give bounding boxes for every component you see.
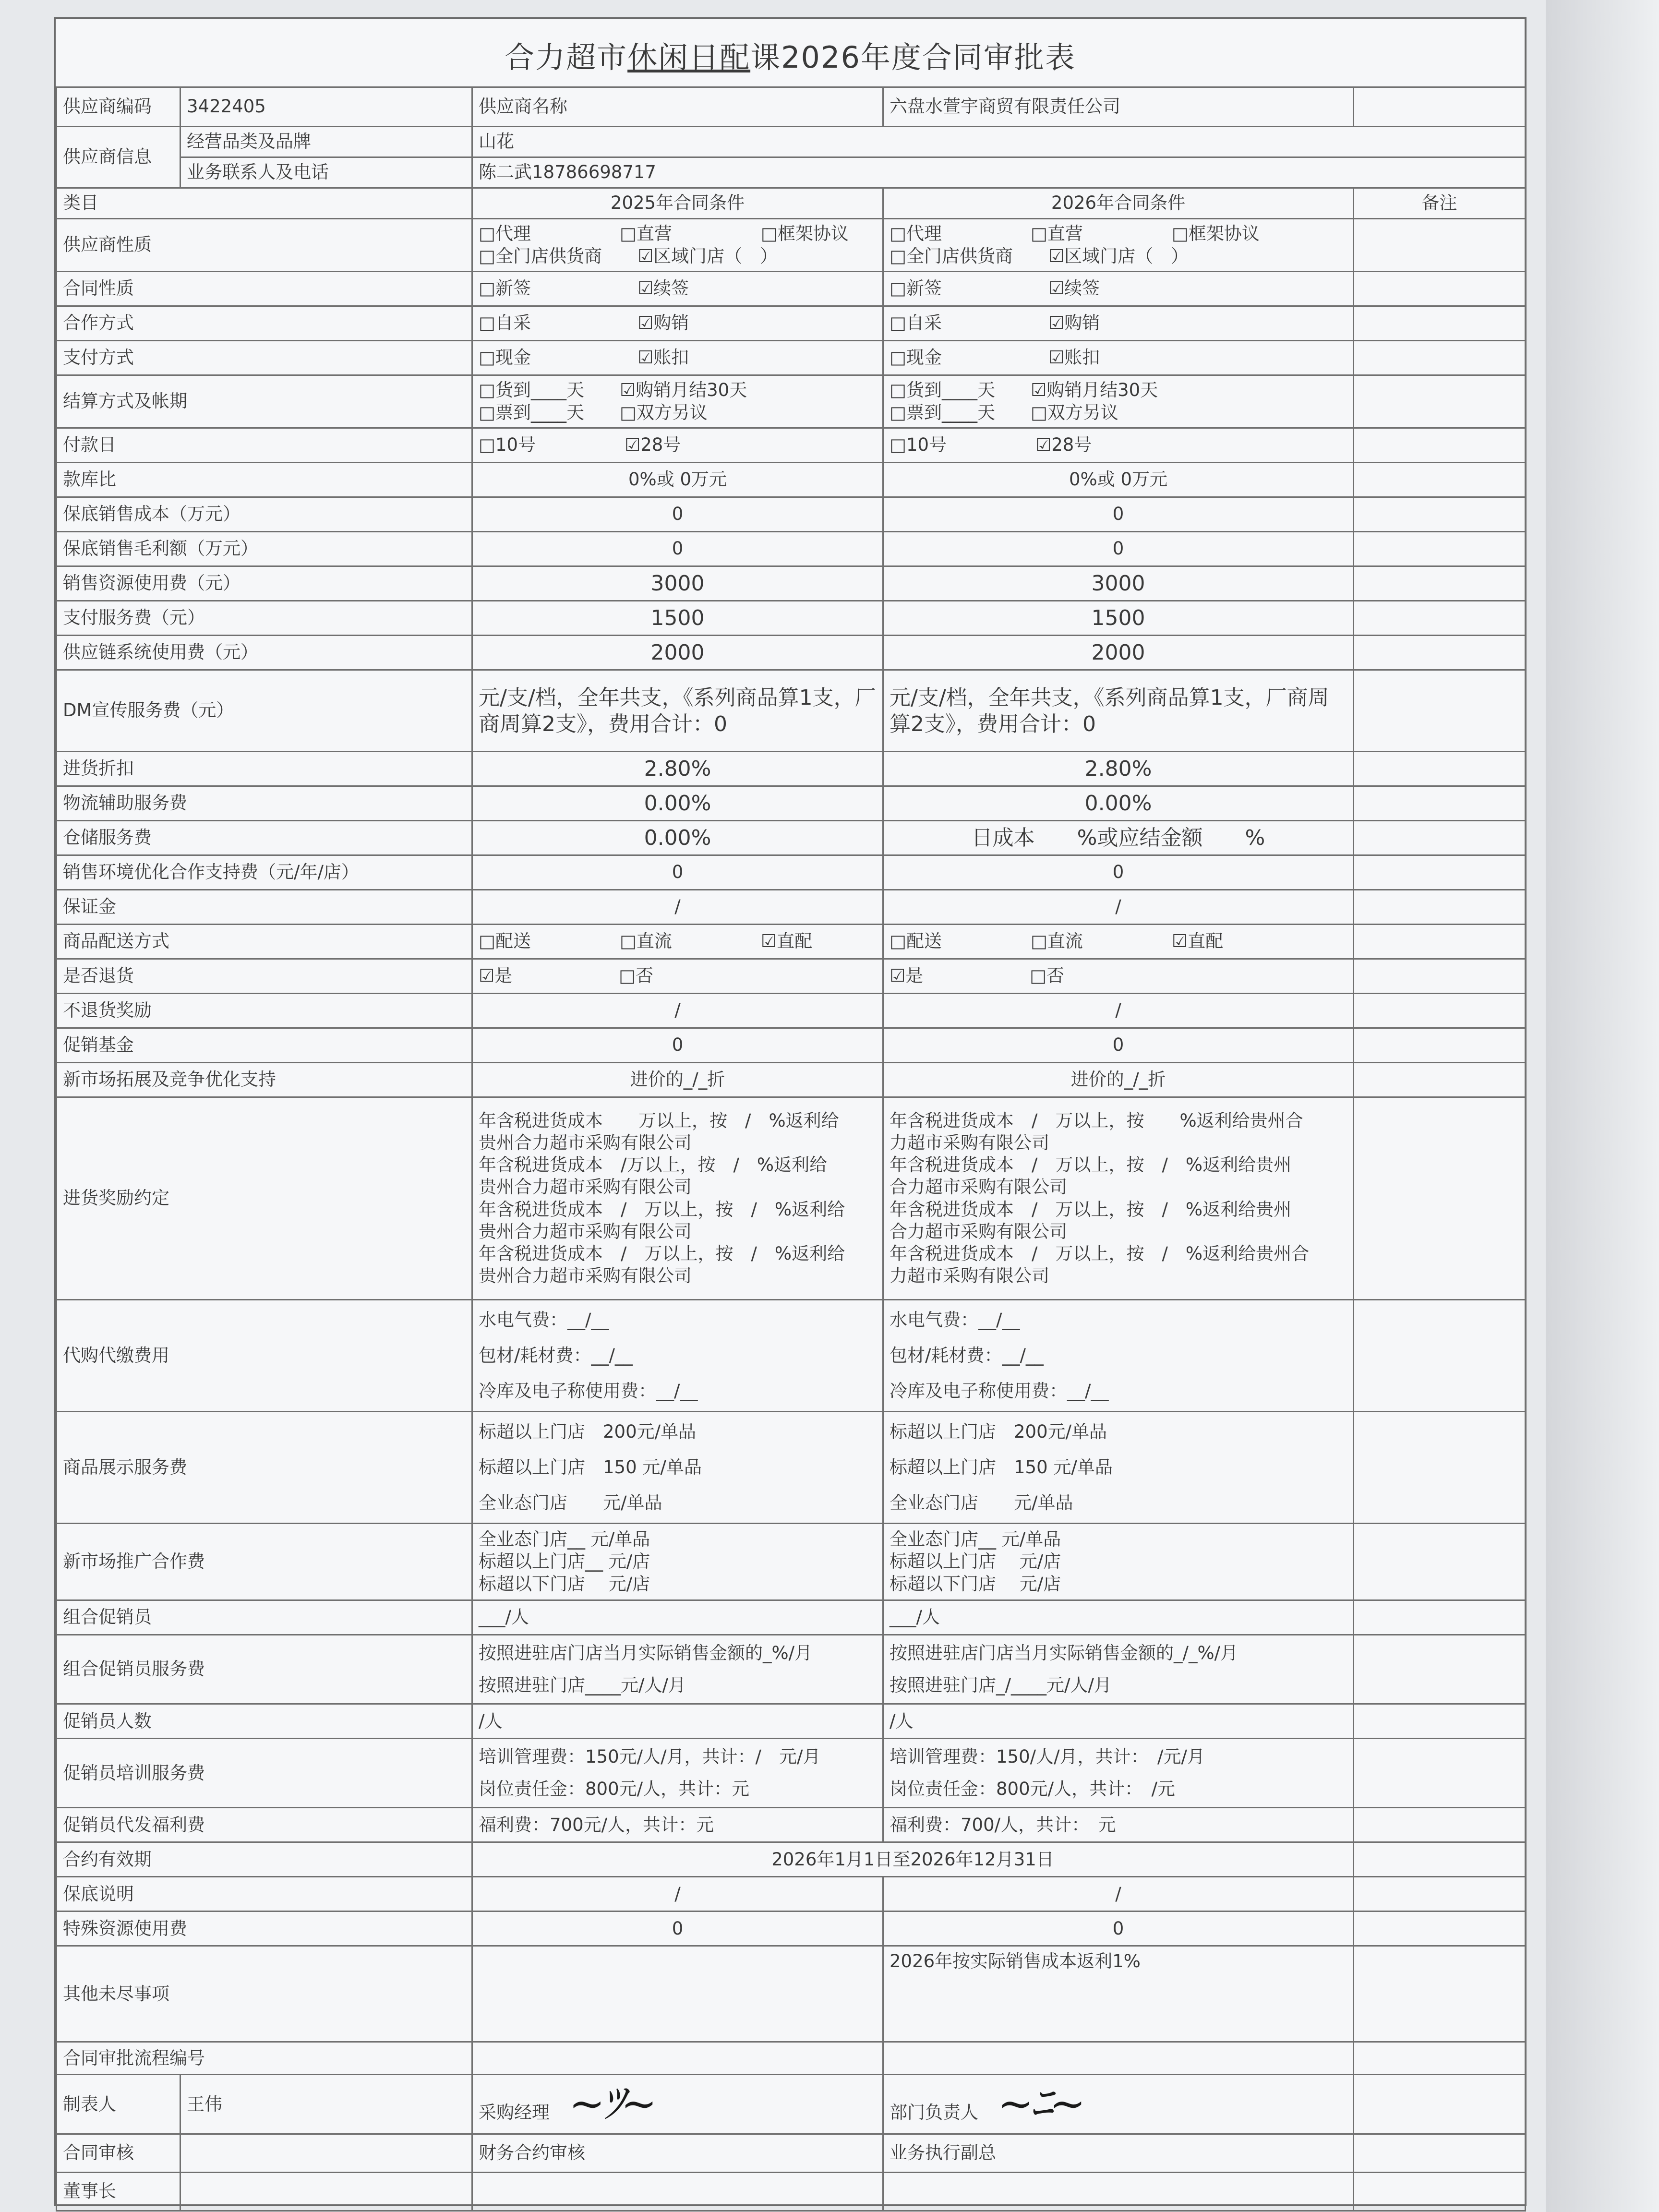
fee-line: 按照进驻门店____元/人/月 [479,1674,686,1695]
cell-2026: 2.80% [883,752,1354,786]
supplier-name: 六盘水萱宇商贸有限责任公司 [883,87,1354,127]
reward-line: 贵州合力超市采购有限公司 [479,1132,692,1153]
cell-2026 [883,1739,1354,1808]
remark-cell [1354,306,1526,341]
cell-2025: /人 [472,1704,883,1739]
table-row [57,127,1526,157]
column-header-row [57,188,1526,219]
table-row [57,157,1526,188]
title-department: 休闲日配 [627,40,751,75]
cell-2026 [883,1412,1354,1524]
cell-2026: ___/人 [883,1600,1354,1635]
desk-background [1546,0,1659,2212]
row-deposit [57,890,1526,925]
option-line: □货到____天 ☑购销月结30天 [890,380,1158,401]
row-purchase-discount [57,752,1526,786]
row-review [57,2134,1526,2172]
row-label: 保底销售毛利额（万元） [57,532,472,566]
option-line: □代理 □直营 □框架协议 [479,223,849,244]
cell-2025 [472,1412,883,1524]
cell-2026: 1500 [883,601,1354,636]
row-label: 组合促销员服务费 [57,1635,472,1704]
fee-line: 冷库及电子称使用费：__/__ [890,1381,1109,1401]
remark-cell [1354,497,1526,532]
row-label: 不退货奖励 [57,994,472,1028]
blank-cell [1354,2134,1526,2172]
row-label: 合同性质 [57,272,472,306]
cell-2026: □配送 □直流 ☑直配 [883,925,1354,959]
cell-2025: / [472,1877,883,1911]
purchase-manager-label: 采购经理 [479,2102,550,2123]
cell-2026: 元/支/档，全年共支，《系列商品算1支，厂商周算2支》，费用合计：0 [883,670,1354,752]
dept-head-cell [883,2075,1354,2134]
remark-cell [1354,1842,1526,1877]
row-payment-method [57,341,1526,375]
row-label: 合约有效期 [57,1842,472,1877]
row-min-sales-cost [57,497,1526,532]
reward-line: 年含税进货成本 / 万以上，按 %返利给贵州合 [890,1110,1303,1131]
row-label: 合同审批流程编号 [57,2042,472,2075]
cell-2026: 0 [883,532,1354,566]
validity-period: 2026年1月1日至2026年12月31日 [472,1842,1354,1877]
cell-2025: □自采 ☑购销 [472,306,883,341]
row-label: 款库比 [57,463,472,497]
cell-2026 [883,1097,1354,1300]
col-remark: 备注 [1354,188,1526,219]
remark-cell [1354,272,1526,306]
cell-2026: □新签 ☑续签 [883,272,1354,306]
row-group-promoter [57,1600,1526,1635]
remark-cell [1354,890,1526,925]
cell-2026: 0 [883,1028,1354,1063]
cell-2025: 0.00% [472,821,883,855]
reward-line: 力超市采购有限公司 [890,1265,1049,1286]
row-promo-fund [57,1028,1526,1063]
col-2026: 2026年合同条件 [883,188,1354,219]
cell-2025: 0 [472,1911,883,1946]
fee-line: 包材/耗材费：__/__ [479,1345,633,1366]
reward-line: 贵州合力超市采购有限公司 [479,1221,692,1242]
option-line: □全门店供货商 ☑区域门店（ ） [890,245,1189,266]
row-label: 合同审核 [57,2134,180,2172]
row-label: 新市场推广合作费 [57,1524,472,1600]
fee-line: 标超以上门店__ 元/店 [479,1551,650,1572]
reward-line: 力超市采购有限公司 [890,1132,1049,1153]
row-stock-ratio [57,463,1526,497]
row-label: 制表人 [57,2075,180,2134]
row-chairman [57,2172,1526,2211]
fee-line: 标超以上门店 150 元/单品 [890,1457,1113,1478]
contract-approval-form [54,17,1527,2206]
row-label: 组合促销员 [57,1600,472,1635]
purchase-manager-cell [472,2075,883,2134]
row-label: 新市场拓展及竞争优化支持 [57,1063,472,1097]
remark-cell [1354,1946,1526,2042]
row-label: 供应商性质 [57,219,472,272]
row-returnable [57,959,1526,994]
blank-cell [180,2172,472,2211]
remark-cell [1354,375,1526,428]
cell-2026: ☑是 □否 [883,959,1354,994]
option-line: □票到____天 □双方另议 [890,402,1118,423]
row-label: 其他未尽事项 [57,1946,472,2042]
cell-2025: 0.00% [472,786,883,821]
remark-cell [1354,1911,1526,1946]
cell-2026 [883,1524,1354,1600]
row-sales-resource-fee [57,566,1526,601]
category-brand-label: 经营品类及品牌 [180,127,472,157]
remark-cell [1354,959,1526,994]
remark-cell [1354,1600,1526,1635]
cell-2025: 1500 [472,601,883,636]
row-promoter-welfare [57,1808,1526,1842]
reward-line: 年含税进货成本 / 万以上，按 / %返利给 [479,1243,845,1264]
reward-line: 合力超市采购有限公司 [890,1177,1067,1198]
fee-line: 按照进驻店门店当月实际销售金额的_/_%/月 [890,1643,1238,1663]
row-flow-no [57,2042,1526,2075]
approval-table [56,86,1526,2212]
row-dm-fee [57,670,1526,752]
cell-2025 [472,1300,883,1412]
cell-2025 [472,375,883,428]
row-label: 商品展示服务费 [57,1412,472,1524]
supplier-code: 3422405 [180,87,472,127]
col-2025: 2025年合同条件 [472,188,883,219]
reward-line: 年含税进货成本 / 万以上，按 / %返利给贵州合 [890,1243,1310,1264]
cell-2026: 福利费：700/人，共计： 元 [883,1808,1354,1842]
blank-cell [883,2172,1354,2211]
fee-line: 标超以下门店 元/店 [479,1573,650,1594]
row-settlement [57,375,1526,428]
row-delivery-mode [57,925,1526,959]
option-line: □代理 □直营 □框架协议 [890,223,1260,244]
cell-2025: □10号 ☑28号 [472,428,883,463]
row-label: 结算方式及帐期 [57,375,472,428]
contact-label: 业务联系人及电话 [180,157,472,188]
blank-cell [1354,87,1526,127]
cell-2026: 0 [883,497,1354,532]
row-label: 促销员培训服务费 [57,1739,472,1808]
row-label: 支付服务费（元） [57,601,472,636]
row-label: DM宣传服务费（元） [57,670,472,752]
row-purchase-reward [57,1097,1526,1300]
row-display-fee [57,1412,1526,1524]
row-label: 促销员代发福利费 [57,1808,472,1842]
row-env-support-fee [57,855,1526,890]
remark-cell [1354,1524,1526,1600]
cell-2025: 0%或 0万元 [472,463,883,497]
cell-2025 [472,219,883,272]
reward-line: 贵州合力超市采购有限公司 [479,1265,692,1286]
fee-line: 冷库及电子称使用费：__/__ [479,1381,698,1401]
cell-2026: □现金 ☑账扣 [883,341,1354,375]
cell-2025: 0 [472,497,883,532]
cell-2025: 3000 [472,566,883,601]
category-brand: 山花 [472,127,1526,157]
row-label: 是否退货 [57,959,472,994]
remark-cell [1354,1028,1526,1063]
remark-cell [1354,463,1526,497]
remark-cell [1354,1300,1526,1412]
cell-2026 [883,1635,1354,1704]
remark-cell [1354,1808,1526,1842]
fee-line: 标超以上门店 150 元/单品 [479,1457,702,1478]
remark-cell [1354,532,1526,566]
cell-2026: 0%或 0万元 [883,463,1354,497]
row-label: 董事长 [57,2172,180,2211]
remark-cell [1354,786,1526,821]
fee-line: 培训管理费：150/人/月，共计： /元/月 [890,1746,1205,1767]
blank-cell [1354,2172,1526,2211]
remark-cell [1354,341,1526,375]
cell-2025 [472,1739,883,1808]
blank-cell [472,2042,883,2075]
row-label: 付款日 [57,428,472,463]
row-min-gross-profit [57,532,1526,566]
remark-cell [1354,925,1526,959]
reward-line: 年含税进货成本 / 万以上，按 / %返利给贵州 [890,1154,1292,1175]
row-label: 特殊资源使用费 [57,1911,472,1946]
row-validity [57,1842,1526,1877]
fee-line: 标超以上门店 200元/单品 [890,1421,1107,1442]
cell-2026: 0.00% [883,786,1354,821]
cell-2026 [883,1300,1354,1412]
cell-2025 [472,1946,883,2042]
blank-cell [1354,2042,1526,2075]
row-group-promoter-fee [57,1635,1526,1704]
row-label: 代购代缴费用 [57,1300,472,1412]
title-company: 合力超市 [505,40,628,75]
remark-cell [1354,821,1526,855]
cell-2026: / [883,1877,1354,1911]
fee-line: 标超以上门店 元/店 [890,1551,1061,1572]
fee-line: 水电气费：__/__ [890,1310,1020,1330]
cell-2026: 2026年按实际销售成本返利1% [883,1946,1354,2042]
row-label: 保底说明 [57,1877,472,1911]
row-maker [57,2075,1526,2134]
cell-2026: □自采 ☑购销 [883,306,1354,341]
reward-line: 贵州合力超市采购有限公司 [479,1177,692,1198]
form-title [56,34,1525,76]
row-label: 促销基金 [57,1028,472,1063]
reward-line: 年含税进货成本 /万以上，按 / %返利给 [479,1154,828,1175]
row-special-resource [57,1911,1526,1946]
fee-line: 培训管理费：150元/人/月，共计：/ 元/月 [479,1746,821,1767]
fee-line: 标超以上门店 200元/单品 [479,1421,697,1442]
remark-cell [1354,752,1526,786]
remark-cell [1354,1739,1526,1808]
cell-2026: 0 [883,1911,1354,1946]
row-label: 仓储服务费 [57,821,472,855]
supplier-code-label: 供应商编码 [57,87,180,127]
row-other [57,1946,1526,2042]
cell-2026 [883,375,1354,428]
row-label: 保证金 [57,890,472,925]
remark-cell [1354,1704,1526,1739]
table-row [57,87,1526,127]
row-supplier-nature [57,219,1526,272]
row-guarantee [57,1877,1526,1911]
remark-cell [1354,566,1526,601]
row-supply-chain-fee [57,636,1526,670]
remark-cell [1354,855,1526,890]
cell-2026: 0 [883,855,1354,890]
blank-cell [1354,2075,1526,2134]
row-new-market-promo [57,1524,1526,1600]
cell-2025: 2.80% [472,752,883,786]
cell-2025: ___/人 [472,1600,883,1635]
supplier-name-label: 供应商名称 [472,87,883,127]
fee-line: 包材/耗材费：__/__ [890,1345,1044,1366]
row-label: 销售资源使用费（元） [57,566,472,601]
row-label: 供应链系统使用费（元） [57,636,472,670]
cell-2025: 0 [472,532,883,566]
remark-cell [1354,219,1526,272]
fee-line: 全业态门店__ 元/单品 [479,1529,650,1550]
row-label: 进货奖励约定 [57,1097,472,1300]
cell-2026: 进价的_/_折 [883,1063,1354,1097]
cell-2026: 3000 [883,566,1354,601]
cell-2025: / [472,890,883,925]
cell-2025: 0 [472,855,883,890]
remark-cell [1354,1097,1526,1300]
title-suffix: 课2026年度合同审批表 [750,40,1076,75]
remark-cell [1354,670,1526,752]
cell-2026: □10号 ☑28号 [883,428,1354,463]
row-coop-mode [57,306,1526,341]
fee-line: 全业态门店 元/单品 [890,1492,1073,1513]
row-label: 支付方式 [57,341,472,375]
blank-cell [180,2134,472,2172]
option-line: □全门店供货商 ☑区域门店（ ） [479,245,778,266]
fee-line: 岗位责任金：800元/人，共计： /元 [890,1778,1176,1799]
option-line: □货到____天 ☑购销月结30天 [479,380,747,401]
supplier-info-label: 供应商信息 [57,127,180,188]
cell-2026: /人 [883,1704,1354,1739]
reward-line: 合力超市采购有限公司 [890,1221,1067,1242]
fee-line: 按照进驻店门店当月实际销售金额的_%/月 [479,1643,813,1663]
cell-2025 [472,1635,883,1704]
row-promoter-count [57,1704,1526,1739]
cell-2025 [472,1097,883,1300]
remark-cell [1354,1412,1526,1524]
cell-2025: □现金 ☑账扣 [472,341,883,375]
row-label: 销售环境优化合作支持费（元/年/店） [57,855,472,890]
remark-cell [1354,428,1526,463]
row-pay-day [57,428,1526,463]
col-item: 类目 [57,188,472,219]
row-label: 合作方式 [57,306,472,341]
cell-2026 [883,219,1354,272]
row-promoter-training [57,1739,1526,1808]
cell-2025: 元/支/档，全年共支，《系列商品算1支，厂商周算2支》，费用合计：0 [472,670,883,752]
cell-2025: □配送 □直流 ☑直配 [472,925,883,959]
remark-cell [1354,601,1526,636]
row-new-market [57,1063,1526,1097]
remark-cell [1354,1635,1526,1704]
remark-cell [1354,994,1526,1028]
cell-2025: 进价的_/_折 [472,1063,883,1097]
contact: 陈二武18786698717 [472,157,1526,188]
row-payment-service-fee [57,601,1526,636]
row-no-return-reward [57,994,1526,1028]
cell-2025: □新签 ☑续签 [472,272,883,306]
row-label: 物流辅助服务费 [57,786,472,821]
row-label: 商品配送方式 [57,925,472,959]
fee-line: 水电气费：__/__ [479,1310,609,1330]
blank-cell [472,2172,883,2211]
reward-line: 年含税进货成本 / 万以上，按 / %返利给 [479,1199,845,1220]
fee-line: 按照进驻门店_/____元/人/月 [890,1674,1112,1695]
row-proxy-fees [57,1300,1526,1412]
remark-cell [1354,1877,1526,1911]
fee-line: 全业态门店 元/单品 [479,1492,662,1513]
row-contract-nature [57,272,1526,306]
row-storage-fee [57,821,1526,855]
signature-image: ~ﾂ~ [569,2079,654,2129]
cell-2025: ☑是 □否 [472,959,883,994]
cell-2025: 福利费：700元/人，共计：元 [472,1808,883,1842]
cell-2025 [472,1524,883,1600]
fee-line: 标超以下门店 元/店 [890,1573,1061,1594]
cell-2026: 2000 [883,636,1354,670]
cell-2026: / [883,890,1354,925]
fee-line: 岗位责任金：800元/人，共计：元 [479,1778,750,1799]
reward-line: 年含税进货成本 万以上，按 / %返利给 [479,1110,839,1131]
reward-line: 年含税进货成本 / 万以上，按 / %返利给贵州 [890,1199,1292,1220]
row-label: 进货折扣 [57,752,472,786]
cell-2025: / [472,994,883,1028]
cell-2026: 日成本 %或应结金额 % [883,821,1354,855]
finance-review-label: 财务合约审核 [472,2134,883,2172]
row-label: 保底销售成本（万元） [57,497,472,532]
remark-cell [1354,636,1526,670]
maker-name: 王伟 [180,2075,472,2134]
blank-cell [883,2042,1354,2075]
dept-head-label: 部门负责人 [890,2102,978,2123]
cell-2026: / [883,994,1354,1028]
signature-image: ~ﾆ~ [998,2079,1083,2129]
row-logistics-fee [57,786,1526,821]
fee-line: 全业态门店__ 元/单品 [890,1529,1061,1550]
remark-cell [1354,1063,1526,1097]
cell-2025: 2000 [472,636,883,670]
exec-vp-label: 业务执行副总 [883,2134,1354,2172]
cell-2025: 0 [472,1028,883,1063]
row-label: 促销员人数 [57,1704,472,1739]
option-line: □票到____天 □双方另议 [479,402,708,423]
